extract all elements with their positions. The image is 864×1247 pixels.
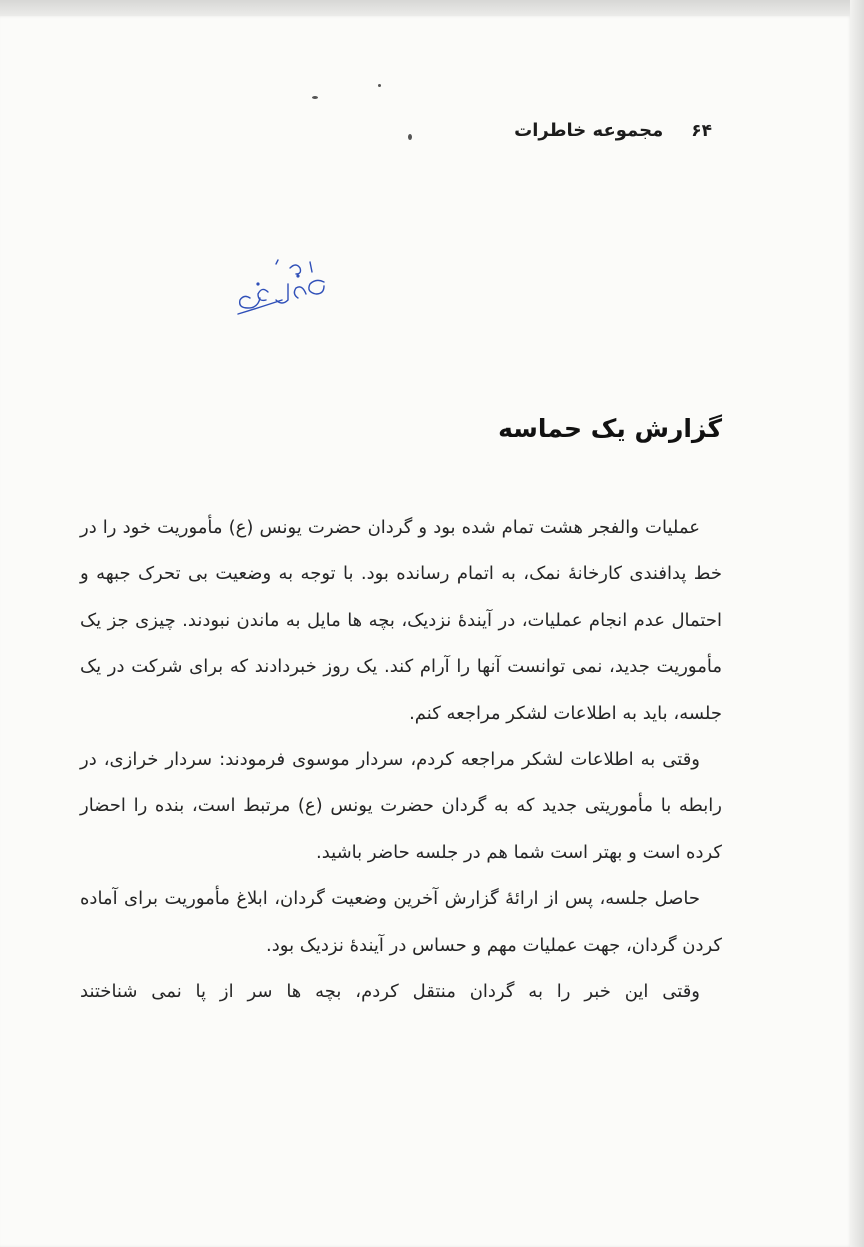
body-text: [80, 505, 722, 1015]
paragraph: وقتی به اطلاعات لشکر مراجعه کردم، سردار موسوی فرمودند: سردار خرازی، در رابطه با مأموریتی جدید که به گردان حضرت یونس (ع) مرتبط است، بنده را احضار کرده است و بهتر است شما هم در جلسه حاضر باشید.: [80, 749, 722, 863]
scan-speck: [312, 96, 318, 99]
handwritten-note-icon: [228, 254, 338, 326]
scan-speck: [378, 84, 381, 87]
paragraph: عملیات والفجر هشت تمام شده بود و گردان حضرت یونس (ع) مأموریت خود را در خط پدافندی کارخانهٔ نمک، به اتمام رسانده بود. با توجه به وضعیت بی تحرک جبهه و احتمال عدم انجام عملیات، در آیندهٔ نزدیک، بچه ها مایل به ماندن نبودند. چیزی جز یک مأموریت جدید، نمی توانست آنها را آرام کند. یک روز خبردادند که برای شرکت در یک جلسه، باید به اطلاعات لشکر مراجعه کنم.: [80, 517, 722, 724]
scan-right-edge: [850, 0, 864, 1247]
page-number: ۶۴: [691, 121, 712, 141]
book-page: [0, 16, 852, 1247]
scan-speck: [408, 134, 412, 140]
paragraph: حاصل جلسه، پس از ارائهٔ گزارش آخرین وضعیت گردان، ابلاغ مأموریت برای آماده کردن گردان، جهت عملیات مهم و حساس در آیندهٔ نزدیک بود.: [80, 888, 722, 956]
running-title: مجموعه خاطرات: [514, 120, 664, 141]
section-heading: گزارش یک حماسه: [498, 414, 722, 443]
paragraph: وقتی این خبر را به گردان منتقل کردم، بچه ها سر از پا نمی شناختند: [80, 981, 700, 1003]
page-header: [514, 120, 712, 141]
